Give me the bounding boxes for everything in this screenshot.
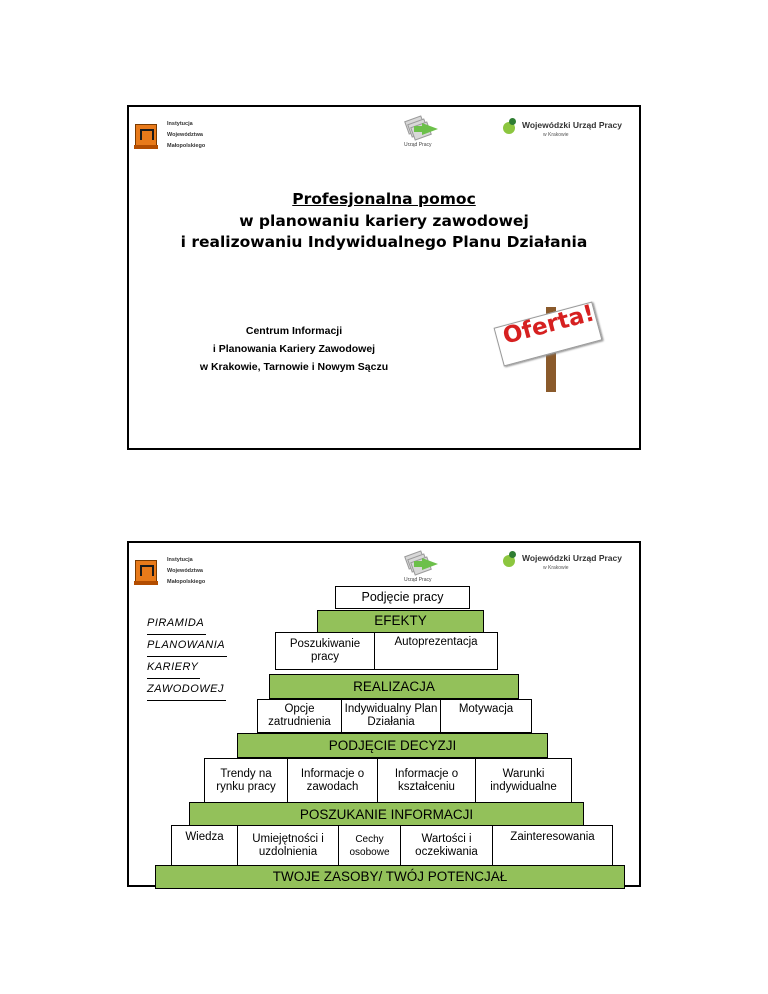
pyramid-item: Cechy osobowe xyxy=(339,826,401,865)
pyramid-decyzja-items xyxy=(204,758,572,803)
sign-text: Oferta! xyxy=(500,300,598,350)
pyramid-top-podjecie-pracy: Podjęcie pracy xyxy=(335,586,470,609)
slide1-subtitle-line2: i realizowaniu Indywidualnego Planu Działania xyxy=(180,233,588,251)
pyramid-item: Zainteresowania xyxy=(510,831,595,843)
pyramid-item: Trendy na rynku pracy xyxy=(205,759,288,802)
pyramid-level-efekty: EFEKTY xyxy=(317,610,484,633)
pyramid-side-title xyxy=(147,613,227,701)
pyramid-realizacja-items xyxy=(257,699,532,733)
pyramid-item: Motywacja xyxy=(458,703,514,715)
centrum-line1: Centrum Informacji xyxy=(245,325,343,337)
pyramid-informacji-items xyxy=(171,825,613,866)
logo-left-line1: Instytucja xyxy=(167,557,193,563)
pyramid-item: Wiedza xyxy=(172,826,238,865)
urzad-pracy-label: Urząd Pracy xyxy=(404,142,432,148)
wup-mark-icon xyxy=(501,118,519,136)
slide1-subtitle-line1: w planowaniu kariery zawodowej xyxy=(239,212,529,230)
pyramid-item: Indywidualny Plan Działania xyxy=(342,700,441,732)
pyramid-item: Autoprezentacja xyxy=(394,636,478,648)
pyramid-level-decyzja: PODJĘCIE DECYZJI xyxy=(237,733,548,758)
wup-name: Wojewódzki Urząd Pracy xyxy=(522,120,622,130)
pyramid-item: Poszukiwanie pracy xyxy=(276,633,375,669)
side-title-line: PLANOWANIA xyxy=(147,635,227,657)
pyramid-item: Informacje o kształceniu xyxy=(378,759,476,802)
centrum-info xyxy=(129,322,459,376)
pyramid-item: Opcje zatrudnienia xyxy=(258,700,342,732)
logo-left-line3: Małopolskiego xyxy=(167,143,206,149)
wup-city: w Krakowie xyxy=(543,132,569,138)
wup-name: Wojewódzki Urząd Pracy xyxy=(522,553,622,563)
centrum-line3: w Krakowie, Tarnowie i Nowym Sączu xyxy=(199,361,389,373)
pyramid-base-zasoby: TWOJE ZASOBY/ TWÓJ POTENCJAŁ xyxy=(155,865,625,889)
pyramid-item: Wartości i oczekiwania xyxy=(401,826,493,865)
pyramid-item: Umiejętności i uzdolnienia xyxy=(238,826,339,865)
wup-mark-icon xyxy=(501,551,519,569)
logo-left-line3: Małopolskiego xyxy=(167,579,206,585)
centrum-line2: i Planowania Kariery Zawodowej xyxy=(212,343,376,355)
pyramid-efekty-items xyxy=(275,632,498,670)
logo-left-line2: Województwa xyxy=(167,568,203,574)
urzad-pracy-label: Urząd Pracy xyxy=(404,577,432,583)
pyramid-item: Warunki indywidualne xyxy=(490,767,557,793)
side-title-line: PIRAMIDA xyxy=(147,613,206,635)
logo-left-line2: Województwa xyxy=(167,132,203,138)
wup-city: w Krakowie xyxy=(543,565,569,571)
pyramid-item: Informacje o zawodach xyxy=(288,759,378,802)
slide-1 xyxy=(127,105,641,450)
side-title-line: ZAWODOWEJ xyxy=(147,679,226,701)
side-title-line: KARIERY xyxy=(147,657,200,679)
slide-2 xyxy=(127,541,641,887)
oferta-sign xyxy=(494,292,604,392)
pyramid-level-realizacja: REALIZACJA xyxy=(269,674,519,699)
pyramid-level-informacji: POSZUKANIE INFORMACJI xyxy=(189,802,584,827)
logo-left-line1: Instytucja xyxy=(167,121,193,127)
slide1-title: Profesjonalna pomoc xyxy=(292,190,476,208)
